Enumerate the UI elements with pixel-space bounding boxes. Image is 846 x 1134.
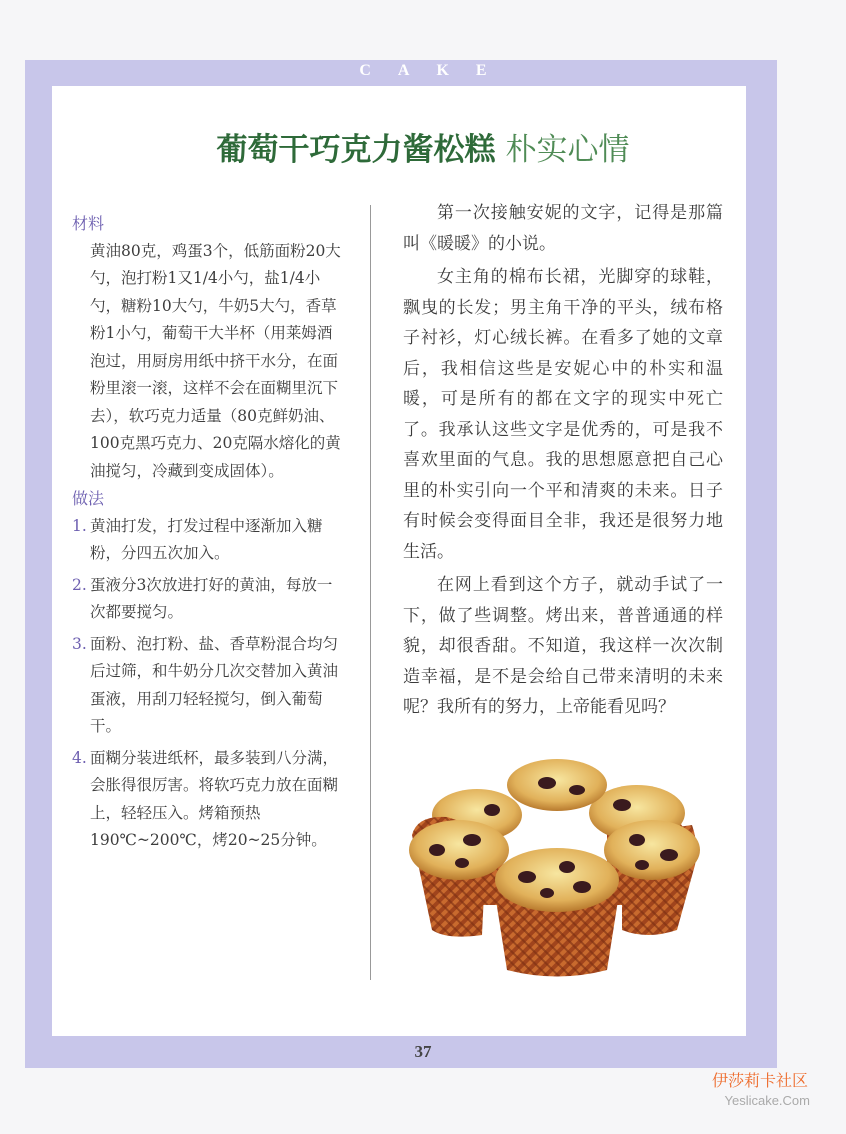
muffin-photo — [407, 755, 702, 980]
story-column — [403, 198, 723, 726]
story-paragraph: 女主角的棉布长裙，光脚穿的球鞋，飘曳的长发；男主角干净的平头，绒布格子衬衫，灯心绒长裤。在看多了她的文章后，我相信这些是安妮心中的朴实和温暖，可是所有的都在文字的现实中死亡了。我承认这些文字是优秀的，可是我不喜欢里面的气息。我的思想愿意把自己心里的朴实引向一个平和清爽的未来。日子有时候会变得面目全非，我还是很努力地生活。 — [403, 267, 723, 562]
story-paragraph: 第一次接触安妮的文字，记得是那篇叫《暖暖》的小说。 — [403, 203, 723, 254]
method-step — [72, 513, 344, 568]
column-divider — [370, 205, 371, 980]
step-text: 黄油打发，打发过程中逐渐加入糖粉，分四五次加入。 — [90, 516, 323, 562]
method-step — [72, 745, 344, 855]
step-number: 3. — [72, 634, 87, 653]
recipe-title — [0, 124, 846, 169]
ingredients-text: 黄油80克，鸡蛋3个，低筋面粉20大勺，泡打粉1又1/4小勺，盐1/4小勺，糖粉10大勺，牛奶5大勺，香草粉1小勺，葡萄干大半杯（用莱姆酒泡过，用厨房用纸中挤干水分，在面粉里滚一滚，这样不会在面糊里沉下去），软巧克力适量（80克鲜奶油、100克黑巧克力、20克隔水熔化的黄油搅匀，冷藏到变成固体）。 — [90, 241, 341, 480]
step-number: 4. — [72, 748, 87, 767]
method-step — [72, 631, 344, 741]
watermark-en: Yeslicake.Com — [724, 1093, 810, 1108]
story-paragraph: 在网上看到这个方子，就动手试了一下，做了些调整。烤出来，普普通通的样貌，却很香甜。不知道，我这样一次次制造幸福，是不是会给自己带来清明的未来呢？我所有的努力，上帝能看见吗？ — [403, 575, 723, 717]
page-number: 37 — [414, 1042, 432, 1061]
recipe-title-sub: 朴实心情 — [505, 132, 630, 168]
method-heading: 做法 — [72, 489, 105, 508]
recipe-column — [72, 210, 344, 859]
step-number: 1. — [72, 516, 87, 535]
method-step — [72, 572, 344, 627]
category-header: CAKE — [359, 62, 514, 79]
step-number: 2. — [72, 575, 87, 594]
step-text: 面糊分装进纸杯，最多装到八分满，会胀得很厉害。将软巧克力放在面糊上，轻轻压入。烤箱预热190℃~200℃，烤20~25分钟。 — [90, 748, 339, 849]
method-steps — [72, 513, 344, 855]
ingredients-heading: 材料 — [72, 214, 105, 233]
step-text: 蛋液分3次放进打好的黄油，每放一次都要搅匀。 — [90, 575, 333, 621]
recipe-title-main: 葡萄干巧克力酱松糕 — [216, 132, 496, 168]
watermark-cn: 伊莎莉卡社区 — [711, 1071, 808, 1090]
step-text: 面粉、泡打粉、盐、香草粉混合均匀后过筛，和牛奶分几次交替加入黄油蛋液，用刮刀轻轻搅匀，倒入葡萄干。 — [90, 634, 339, 735]
